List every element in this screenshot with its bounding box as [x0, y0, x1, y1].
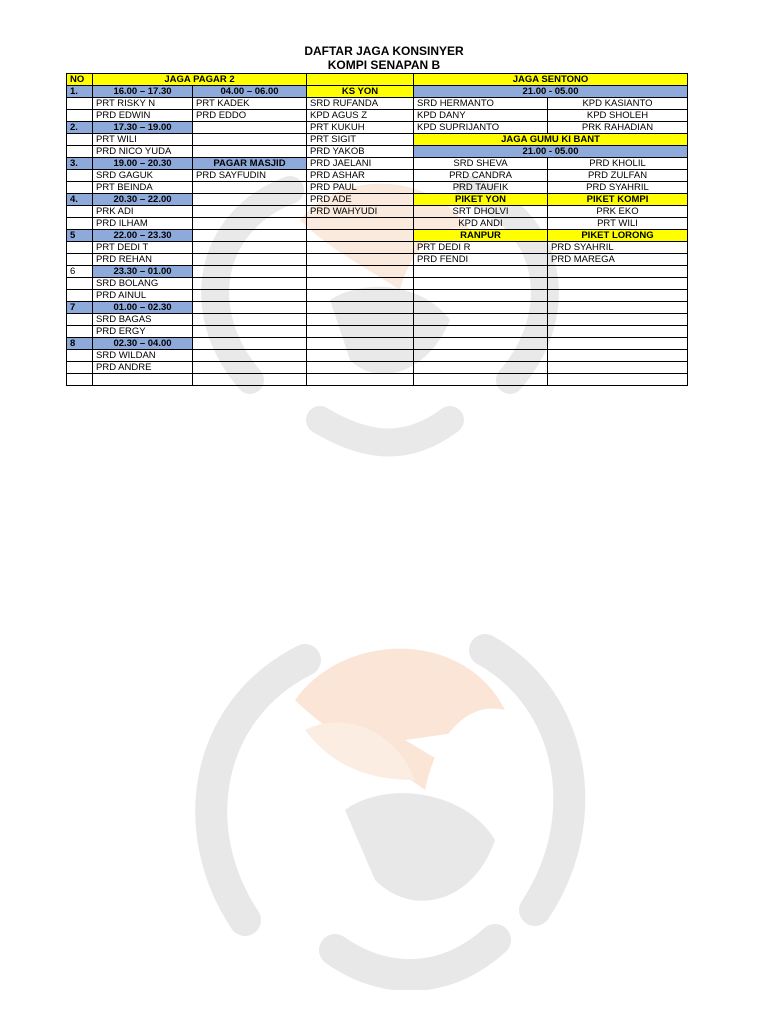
- table-row: 5 22.00 – 23.30 RANPUR PIKET LORONG: [67, 230, 688, 242]
- table-row: SRD WILDAN: [67, 350, 688, 362]
- table-row: PRD REHAN PRD FENDI PRD MAREGA: [67, 254, 688, 266]
- piket-lorong-header: PIKET LORONG: [548, 230, 688, 242]
- jaga-gumu-header: JAGA GUMU KI BANT: [414, 134, 688, 146]
- jaga-pagar-header: JAGA PAGAR 2: [93, 74, 307, 86]
- table-row: 6 23.30 – 01.00: [67, 266, 688, 278]
- table-row: SRD BOLANG: [67, 278, 688, 290]
- table-row: 3. 19.00 – 20.30 PAGAR MASJID PRD JAELANI SRD SHEVA PRD KHOLIL: [67, 158, 688, 170]
- table-row: PRT BEINDA PRD PAUL PRD TAUFIK PRD SYAHRIL: [67, 182, 688, 194]
- table-row: 7 01.00 – 02.30: [67, 302, 688, 314]
- pagar-masjid-header: PAGAR MASJID: [193, 158, 307, 170]
- page-title: DAFTAR JAGA KONSINYER: [304, 44, 464, 58]
- table-row: PRD EDWIN PRD EDDO KPD AGUS Z KPD DANY KPD SHOLEH: [67, 110, 688, 122]
- table-row: PRD NICO YUDA PRD YAKOB 21.00 - 05.00: [67, 146, 688, 158]
- table-row: PRD AINUL: [67, 290, 688, 302]
- table-row: PRT WILI PRT SIGIT JAGA GUMU KI BANT: [67, 134, 688, 146]
- guard-schedule-table: [66, 73, 688, 386]
- page-subtitle: KOMPI SENAPAN B: [327, 58, 441, 72]
- jaga-sentono-header: JAGA SENTONO: [414, 74, 688, 86]
- table-row: PRT DEDI T PRT DEDI R PRD SYAHRIL: [67, 242, 688, 254]
- table-row: [67, 374, 688, 386]
- table-row: 2. 17.30 – 19.00 PRT KUKUH KPD SUPRIJANTO PRK RAHADIAN: [67, 122, 688, 134]
- table-row: 4. 20.30 – 22.00 PRD ADE PIKET YON PIKET KOMPI: [67, 194, 688, 206]
- table-row: PRD ERGY: [67, 326, 688, 338]
- piket-yon-header: PIKET YON: [414, 194, 548, 206]
- table-row: PRD ANDRE: [67, 362, 688, 374]
- table-row: 1. 16.00 – 17.30 04.00 – 06.00 KS YON 21.00 - 05.00: [67, 86, 688, 98]
- table-row: SRD BAGAS: [67, 314, 688, 326]
- ranpur-header: RANPUR: [414, 230, 548, 242]
- ks-yon-header: KS YON: [307, 86, 414, 98]
- table-row: PRD ILHAM KPD ANDI PRT WILI: [67, 218, 688, 230]
- table-row: SRD GAGUK PRD SAYFUDIN PRD ASHAR PRD CANDRA PRD ZULFAN: [67, 170, 688, 182]
- no-header: NO: [67, 74, 93, 86]
- bison-head-icon: [175, 590, 605, 990]
- table-row: PRK ADI PRD WAHYUDI SRT DHOLVI PRK EKO: [67, 206, 688, 218]
- table-row: [67, 74, 688, 86]
- piket-kompi-header: PIKET KOMPI: [548, 194, 688, 206]
- table-row: 8 02.30 – 04.00: [67, 338, 688, 350]
- table-row: PRT RISKY N PRT KADEK SRD RUFANDA SRD HERMANTO KPD KASIANTO: [67, 98, 688, 110]
